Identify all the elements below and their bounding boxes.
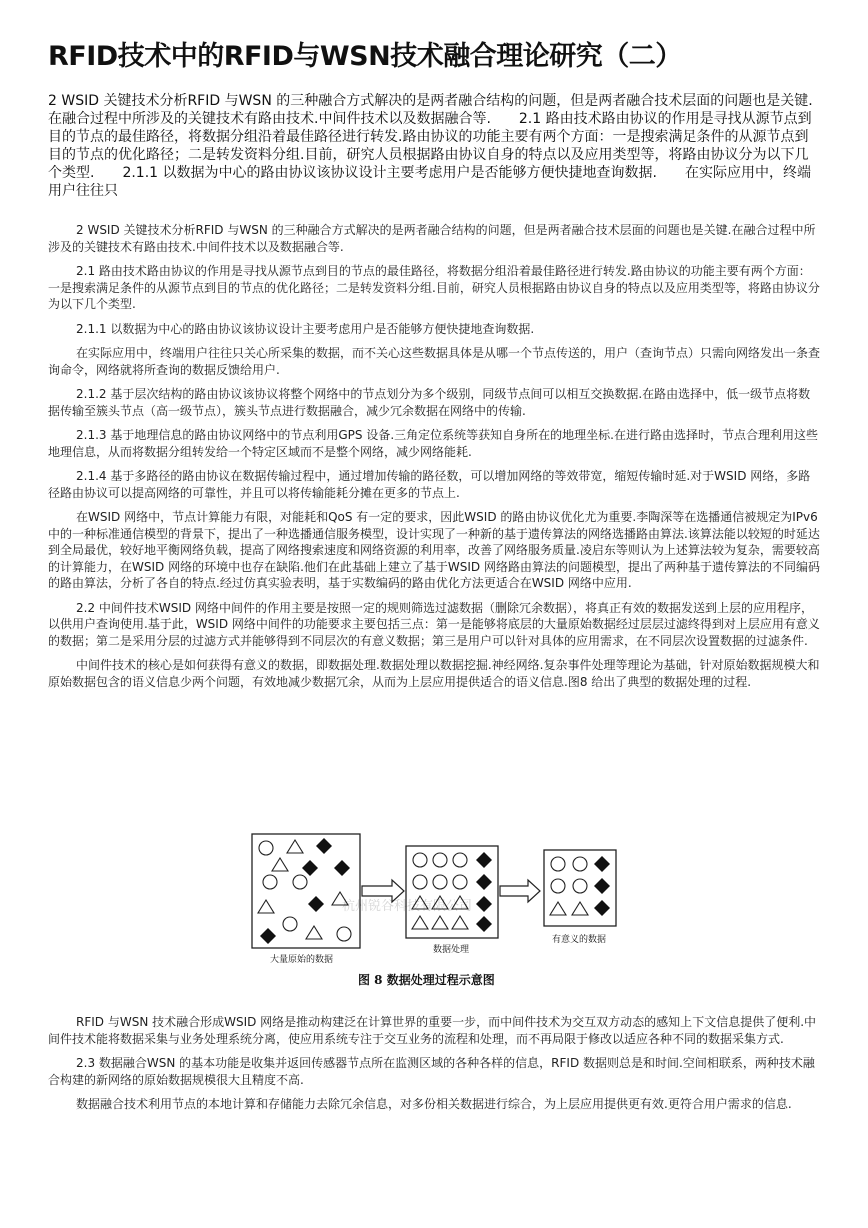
page-title: RFID技术中的RFID与WSN技术融合理论研究（二） (48, 41, 682, 72)
paragraph: 2.1.4 基于多路径的路由协议在数据传输过程中，通过增加传输的路径数，可以增加网络的等效带宽，缩短传输时延.对于WSID 网络，多路径路由协议可以提高网络的可靠性，并且可以将传输能耗分摊在更多的节点上. (48, 469, 811, 500)
paragraph: 2.1.1 以数据为中心的路由协议该协议设计主要考虑用户是否能够方便快捷地查询数据. (76, 321, 535, 336)
article-body-top (48, 222, 820, 698)
paragraph: 2.1 路由技术路由协议的作用是寻找从源节点到目的节点的最佳路径，将数据分组沿着最佳路径进行转发.路由协议的功能主要有两个方面：一是搜索满足条件的从源节点到目的节点的优化路径；二是转发资料分组.目前，研究人员根据路由协议自身的特点以及应用类型等，将路由协议分为以下几个类型. (48, 264, 820, 311)
paragraph: 中间件技术的核心是如何获得有意义的数据，即数据处理.数据处理以数据挖掘.神经网络.复杂事件处理等理论为基础，针对原始数据规模大和原始数据包含的语义信息少两个问题，有效地减少数据冗余，从而为上层应用提供适合的语义信息.图8 给出了典型的数据处理的过程. (48, 658, 820, 689)
figure-caption: 图 8 数据处理过程示意图 (358, 973, 495, 987)
data-processing-figure (250, 830, 620, 992)
raw-data-label: 大量原始的数据 (270, 955, 334, 965)
paragraph: RFID 与WSN 技术融合形成WSID 网络是推动构建泛在计算世界的重要一步，而中间件技术为交互双方动态的感知上下文信息提供了便利.中间件技术能将数据采集与业务处理系统分离，使应用系统专注于交互业务的流程和处理，而不再局限于修改以适应各种不同的数据采集方式. (48, 1015, 817, 1046)
paragraph: 2.3 数据融合WSN 的基本功能是收集并返回传感器节点所在监测区域的各种各样的信息，RFID 数据则总是和时间.空间相联系，两种技术融合构建的新网络的原始数据规模很大且精度不高. (48, 1056, 815, 1087)
paragraph: 2.2 中间件技术WSID 网络中间件的作用主要是按照一定的规则筛选过滤数据（删除冗余数据），将真正有效的数据发送到上层的应用程序，以供用户查询使用.基于此，WSID 网络中间件的功能要求主要包括三点：第一是能够将底层的大量原始数据经过层层过滤终得到对上层应用有意义的数据；第二是采用分层的过滤方式并能够得到不同层次的有意义数据；第三是用户可以针对具体的应用需求，在不同层次设置数据的过滤条件. (48, 600, 820, 648)
article-body-bottom (48, 1014, 820, 1121)
figure-diagram (250, 830, 620, 992)
processing-label: 数据处理 (433, 945, 470, 955)
paragraph: 2 WSID 关键技术分析RFID 与WSN 的三种融合方式解决的是两者融合结构的问题，但是两者融合技术层面的问题也是关键.在融合过程中所涉及的关键技术有路由技术.中间件技术以及数据融合等. (48, 223, 816, 254)
paragraph: 2.1.2 基于层次结构的路由协议该协议将整个网络中的节点划分为多个级别，同级节点间可以相互交换数据.在路由选择中，低一级节点将数据传输至簇头节点（高一级节点），簇头节点进行数据融合，减少冗余数据在网络中的传输. (48, 387, 811, 418)
meaningful-data-label: 有意义的数据 (552, 935, 607, 945)
figure-watermark: 杭州锐谷科技有限公司 (342, 899, 473, 914)
paragraph: 在实际应用中，终端用户往往只关心所采集的数据，而不关心这些数据具体是从哪一个节点传送的，用户（查询节点）只需向网络发出一条查询命令，网络就将所查询的数据反馈给用户. (48, 346, 821, 377)
paragraph: 数据融合技术利用节点的本地计算和存储能力去除冗余信息，对多份相关数据进行综合，为上层应用提供更有效.更符合用户需求的信息. (76, 1097, 792, 1111)
arrow-right-icon (500, 880, 540, 902)
paragraph: 在WSID 网络中，节点计算能力有限，对能耗和QoS 有一定的要求，因此WSID 的路由协议优化尤为重要.李陶深等在选播通信被规定为IPv6 中的一种标准通信模型的背景下，提出了一种选播通信服务模型，设计实现了一种新的基于遗传算法的网络选播路由算法.该算法能以较短的时延达到全局最优，较好地平衡网络负载，提高了网络搜索速度和网络资源的利用率，改善了网络服务质量.凌启东等则认为上述算法较为复杂，需要较高的计算能力，在WSID 网络的环境中也存在缺陷.他们在此基础上建立了基于WSID 网络路由算法的问题模型，提出了两种基于遗传算法的不同编码的路由算法，分析了各自的特点.经过仿真实验表明，基于实数编码的路由优化方法更适合在WSID 网络中应用. (48, 510, 820, 590)
paragraph: 2.1.3 基于地理信息的路由协议网络中的节点利用GPS 设备.三角定位系统等获知自身所在的地理坐标.在进行路由选择时，节点合理利用这些地理信息，从而将数据分组转发给一个特定区域而不是整个网络，减少网络能耗. (48, 428, 818, 459)
article-summary: 2 WSID 关键技术分析RFID 与WSN 的三种融合方式解决的是两者融合结构的问题，但是两者融合技术层面的问题也是关键.在融合过程中所涉及的关键技术有路由技术.中间件技术以及数据融合等. 2.1 路由技术路由协议的作用是寻找从源节点到目的节点的最佳路径，将数据分组沿着最佳路径进行转发.路由协议的功能主要有两个方面：一是搜索满足条件的从源节点到目的节点的优化路径；二是转发资料分组.目前，研究人员根据路由协议自身的特点以及应用类型等，将路由协议分为以下几个类型. 2.1.1 以数据为中心的路由协议该协议设计主要考虑用户是否能够方便快捷地查询数据. 在实际应用中，终端用户往往只 (48, 93, 813, 199)
